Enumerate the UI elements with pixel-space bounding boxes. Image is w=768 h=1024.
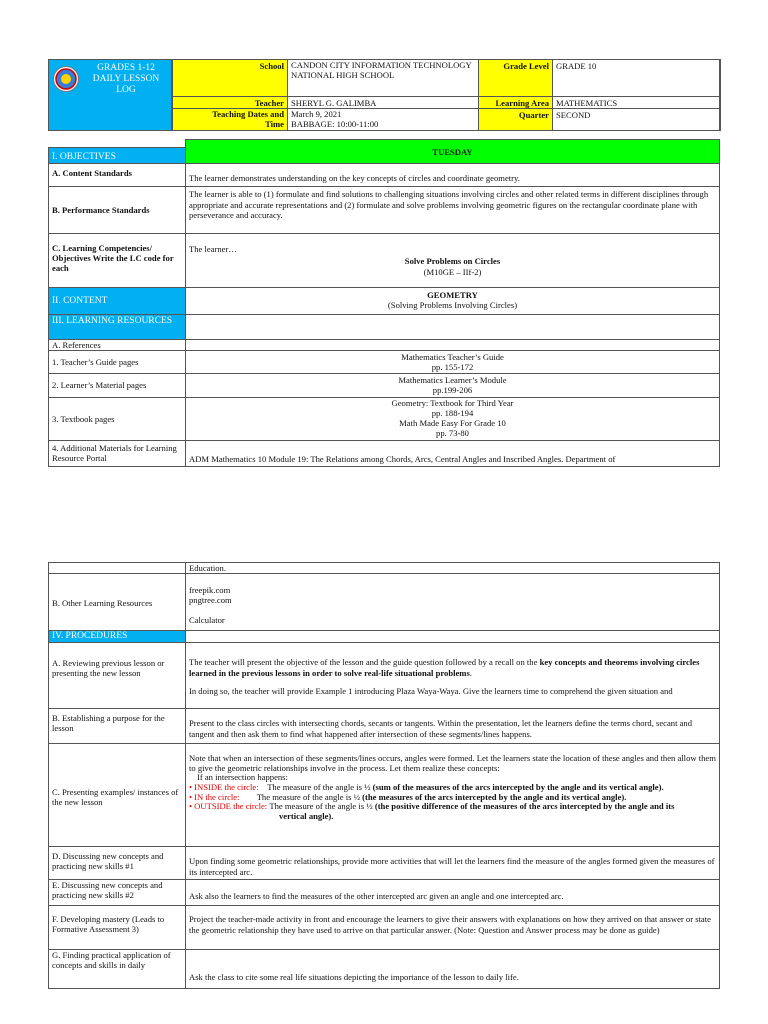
procedure-d-text: Upon finding some geometric relationships, provide more activities that will let the learners find the measure of the angles formed given the measures of its intercepted arc.	[185, 846, 720, 880]
deped-seal	[53, 66, 79, 92]
content-standards-text: The learner demonstrates understanding on the key concepts of circles and coordinate geometry.	[185, 163, 720, 187]
learning-resources-empty	[185, 314, 720, 340]
additional-materials-text: ADM Mathematics 10 Module 19: The Relations among Chords, Arcs, Central Angles and Inscribed Angles. Department of	[185, 440, 720, 467]
content-header: II. CONTENT	[48, 287, 186, 315]
content-standards-label: A. Content Standards	[48, 163, 186, 187]
procedure-f-text: Project the teacher-made activity in front and encourage the learners to give their answers with explanations on how they arrived on that answer or state the geometric relationship they have used to arrive on that particular answer. (Note: Question and Answer process may be done as guide)	[185, 905, 720, 950]
competencies-cell	[185, 233, 720, 288]
learners-material-label: 2. Learner’s Material pages	[48, 373, 186, 398]
procedure-a-cell	[185, 642, 720, 709]
competencies-title: Solve Problems on Circles	[404, 256, 501, 266]
dates-label: Teaching Dates and Time	[172, 108, 288, 131]
title-line2: DAILY LESSON	[92, 73, 160, 84]
procedure-c-text1: Note that when an intersection of these segments/lines occurs, angles were formed. Let the learners state the location of these angles and then allow them to give the geometric relationships involve in the process. Let them realize these concepts:	[189, 753, 716, 773]
grade-label: Grade Level	[478, 59, 553, 97]
objectives-header: I. OBJECTIVES	[48, 147, 186, 164]
procedure-b-text: Present to the class circles with intersecting chords, secants or tangents. Within the presentation, let the learners define the terms chord, secant and tangent and then ask them to find what happened after intersection of these segments/lines happens.	[185, 708, 720, 744]
procedure-c-bullet-outside-cont: vertical angle).	[279, 810, 334, 821]
procedure-e-label: E. Discussing new concepts and practicing new skills #2	[48, 879, 186, 906]
procedures-header: IV. PROCEDURES	[48, 630, 186, 643]
procedure-c-bullet-outside: • OUTSIDE the circle: The measure of the angle is ½ (the positive difference of the measures of the arcs intercepted by the angle and its	[189, 801, 675, 812]
competencies-label: C. Learning Competencies/ Objectives Write the LC code for each	[48, 233, 186, 288]
learners-material-cell: Mathematics Learner’s Module pp.199-206	[185, 373, 720, 398]
procedure-c-text2: If an intersection happens:	[197, 772, 288, 783]
school-value: CANDON CITY INFORMATION TECHNOLOGY NATIONAL HIGH SCHOOL	[287, 59, 479, 97]
procedure-b-label: B. Establishing a purpose for the lesson	[48, 708, 186, 744]
competencies-intro: The learner…	[189, 244, 237, 254]
teacher-value: SHERYL G. GALIMBA	[287, 96, 479, 109]
other-resources-cell: freepik.com pngtree.com Calculator	[185, 573, 720, 631]
content-cell	[185, 287, 720, 315]
learning-resources-header: III. LEARNING RESOURCES	[48, 314, 186, 340]
grade-value: GRADE 10	[552, 59, 721, 97]
education-cont: Education.	[185, 562, 720, 574]
school-label: School	[172, 59, 288, 97]
content-title: GEOMETRY	[427, 290, 478, 300]
procedure-c-bullet-in: • IN the circle: The measure of the angle is ½ (the measures of the arcs intercepted by the angle and its vertical angle).	[189, 791, 627, 802]
day-header: TUESDAY	[185, 139, 720, 164]
procedure-e-text: Ask also the learners to find the measures of the other intercepted arc given an angle and one intercepted arc.	[185, 879, 720, 906]
content-subtitle: (Solving Problems Involving Circles)	[387, 300, 518, 310]
teachers-guide-label: 1. Teacher’s Guide pages	[48, 350, 186, 374]
procedure-a-label: A. Reviewing previous lesson or presenting the new lesson	[48, 642, 186, 709]
teachers-guide-cell: Mathematics Teacher’s Guide pp. 155-172	[185, 350, 720, 374]
area-value: MATHEMATICS	[552, 96, 721, 109]
procedure-a-text2: In doing so, the teacher will provide Example 1 introducing Plaza Waya-Waya. Give the learners time to comprehend the given situation and	[189, 686, 673, 697]
procedure-f-label: F. Developing mastery (Leads to Formative Assessment 3)	[48, 905, 186, 950]
procedure-d-label: D. Discussing new concepts and practicing new skills #1	[48, 846, 186, 880]
seal-icon	[54, 67, 78, 91]
title-line1: GRADES 1-12	[97, 63, 155, 73]
textbook-label: 3. Textbook pages	[48, 397, 186, 441]
procedure-g-label: G. Finding practical application of concepts and skills in daily	[48, 949, 186, 989]
teacher-label: Teacher	[172, 96, 288, 109]
textbook-cell: Geometry: Textbook for Third Year pp. 188-194 Math Made Easy For Grade 10 pp. 73-80	[185, 397, 720, 441]
performance-standards-label: B. Performance Standards	[48, 186, 186, 234]
references-label: A. References	[48, 339, 186, 351]
dll-title-block	[48, 59, 172, 131]
header-grid	[172, 59, 720, 131]
dates-value: March 9, 2021 BABBAGE: 10:00-11:00	[287, 108, 479, 131]
other-resources-label: B. Other Learning Resources	[48, 573, 186, 631]
quarter-label: Quarter	[478, 108, 553, 131]
procedure-c-label: C. Presenting examples/ instances of the new lesson	[48, 743, 186, 847]
procedure-c-cell	[185, 743, 720, 847]
title-line3: LOG	[116, 84, 136, 95]
procedure-g-text: Ask the class to cite some real life situations depicting the importance of the lesson to daily life.	[185, 949, 720, 989]
area-label: Learning Area	[478, 96, 553, 109]
procedure-a-text1: The teacher will present the objective of the lesson and the guide question followed by a recall on the key concepts and theorems involving circles learned in the previous lessons in order to solve real-life situational problems.	[189, 657, 700, 678]
additional-materials-label: 4. Additional Materials for Learning Resource Portal	[48, 440, 186, 467]
quarter-value: SECOND	[552, 108, 721, 131]
performance-standards-text: The learner is able to (1) formulate and find solutions to challenging situations involving circles and other related terms in different disciplines through appropriate and accurate representations and (2) formulate and solve problems involving geometric figures on the rectangular coordinate plane with perseverance and accuracy.	[185, 186, 720, 234]
procedure-c-bullet-inside: • INSIDE the circle: The measure of the angle is ½ (sum of the measures of the arcs intercepted by the angle and its vertical angle).	[189, 781, 664, 792]
competencies-code: (M10GE – IIf-2)	[423, 267, 482, 277]
